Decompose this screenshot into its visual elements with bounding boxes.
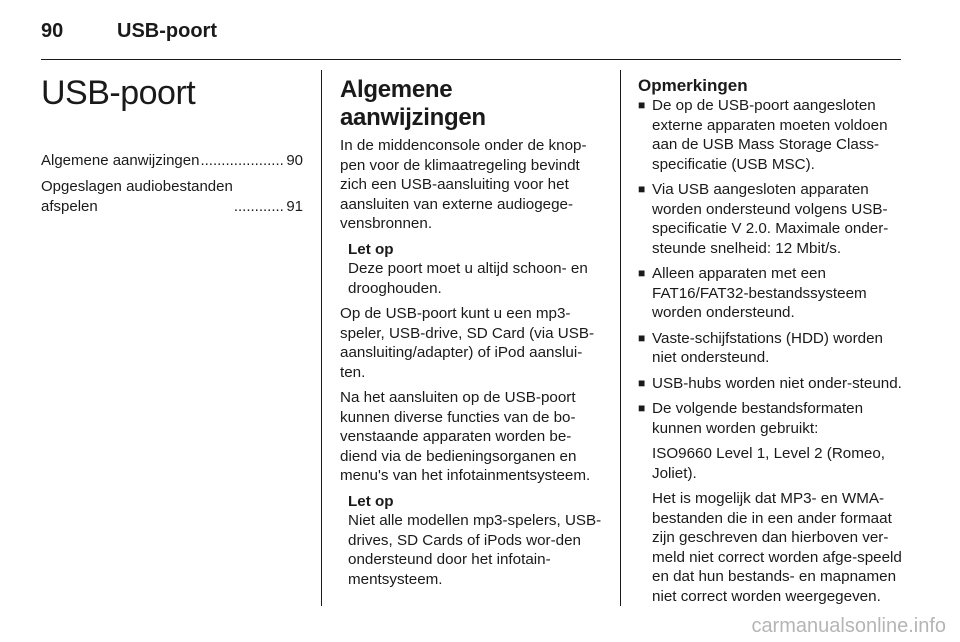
square-bullet-icon: ■ bbox=[638, 98, 646, 112]
note-text: Niet alle modellen mp3-spelers, USB-drives, SD Cards of iPods wor-den ondersteund door het infotain-mentsysteem. bbox=[348, 512, 602, 588]
note-box bbox=[348, 240, 602, 299]
remarks-title: Opmerkingen bbox=[638, 76, 748, 95]
list-item-text: De op de USB-poort aangesloten externe apparaten moeten voldoen aan de USB Mass Storage Class-specificatie (USB MSC). bbox=[652, 97, 888, 173]
header-rule bbox=[41, 59, 901, 60]
table-of-contents bbox=[41, 151, 303, 217]
list-item bbox=[638, 329, 903, 368]
list-item bbox=[638, 399, 903, 606]
list-item bbox=[638, 374, 903, 394]
list-item bbox=[638, 96, 903, 174]
square-bullet-icon: ■ bbox=[638, 330, 646, 345]
intro-paragraph: In de middenconsole onder de knop-pen voor de klimaatregeling bevindt zich een USB-aansluiting voor het aansluiten van externe audiogege-vensbronnen. bbox=[340, 137, 587, 232]
note-label: Let op bbox=[348, 492, 394, 510]
note-text: Deze poort moet u altijd schoon- en drooghouden. bbox=[348, 260, 588, 297]
page-header bbox=[41, 14, 919, 54]
formats-line: ISO9660 Level 1, Level 2 (Romeo, Joliet). bbox=[652, 445, 886, 482]
column-general bbox=[340, 70, 602, 595]
toc-entry-general[interactable] bbox=[41, 151, 303, 171]
list-item-text: Alleen apparaten met een FAT16/FAT32-bestandssysteem worden ondersteund. bbox=[652, 265, 867, 321]
toc-entry-page: 91 bbox=[286, 198, 303, 215]
square-bullet-icon: ■ bbox=[638, 266, 646, 280]
list-item bbox=[638, 264, 903, 323]
page-number: 90 bbox=[41, 20, 64, 42]
toc-leader-dots bbox=[234, 197, 285, 217]
list-item bbox=[638, 180, 903, 258]
section-title: Algemene aanwijzingen bbox=[340, 76, 486, 131]
note-label: Let op bbox=[348, 240, 394, 258]
formats-note: Het is mogelijk dat MP3- en WMA-bestanden die in een ander formaat zijn geschreven dan hierboven ver-meld niet correct worden afge-speeld en dat hun bestands- en mapnamen niet correct worden weergegeven. bbox=[652, 490, 902, 605]
running-title: USB-poort bbox=[117, 20, 217, 42]
column-remarks bbox=[638, 70, 903, 612]
square-bullet-icon: ■ bbox=[638, 182, 646, 196]
devices-paragraph: Op de USB-poort kunt u een mp3-speler, USB-drive, SD Card (via USB-aansluiting/adapter) of iPod aanslui-ten. bbox=[340, 305, 595, 381]
watermark: carmanualsonline.info bbox=[751, 615, 946, 637]
list-item-text: De volgende bestandsformaten kunnen worden gebruikt: bbox=[652, 400, 864, 437]
list-item-text: Via USB aangesloten apparaten worden ondersteund volgens USB-specificatie V 2.0. Maximale onder-steunde snelheid: 12 Mbit/s. bbox=[652, 181, 889, 257]
toc-entry-page: 90 bbox=[286, 152, 303, 169]
remarks-list bbox=[638, 96, 903, 606]
column-toc bbox=[41, 70, 303, 223]
column-divider-1 bbox=[321, 70, 322, 606]
functions-paragraph: Na het aansluiten op de USB-poort kunnen diverse functies van de bo-venstaande apparaten worden be-diend via de bedieningsorganen en menu's van het infotainmentsysteem. bbox=[340, 389, 591, 484]
square-bullet-icon: ■ bbox=[638, 375, 646, 390]
note-box bbox=[348, 492, 602, 590]
column-divider-2 bbox=[620, 70, 621, 606]
list-item-text: Vaste-schijfstations (HDD) worden niet ondersteund. bbox=[652, 329, 883, 366]
list-item-text: USB-hubs worden niet onder-steund. bbox=[652, 374, 902, 392]
toc-entry-title: Opgeslagen audiobestanden afspelen bbox=[41, 178, 233, 215]
toc-entry-playback[interactable] bbox=[41, 177, 303, 217]
square-bullet-icon: ■ bbox=[638, 401, 646, 415]
toc-leader-dots bbox=[200, 151, 285, 171]
toc-entry-title: Algemene aanwijzingen bbox=[41, 152, 200, 169]
chapter-title: USB-poort bbox=[41, 74, 196, 112]
